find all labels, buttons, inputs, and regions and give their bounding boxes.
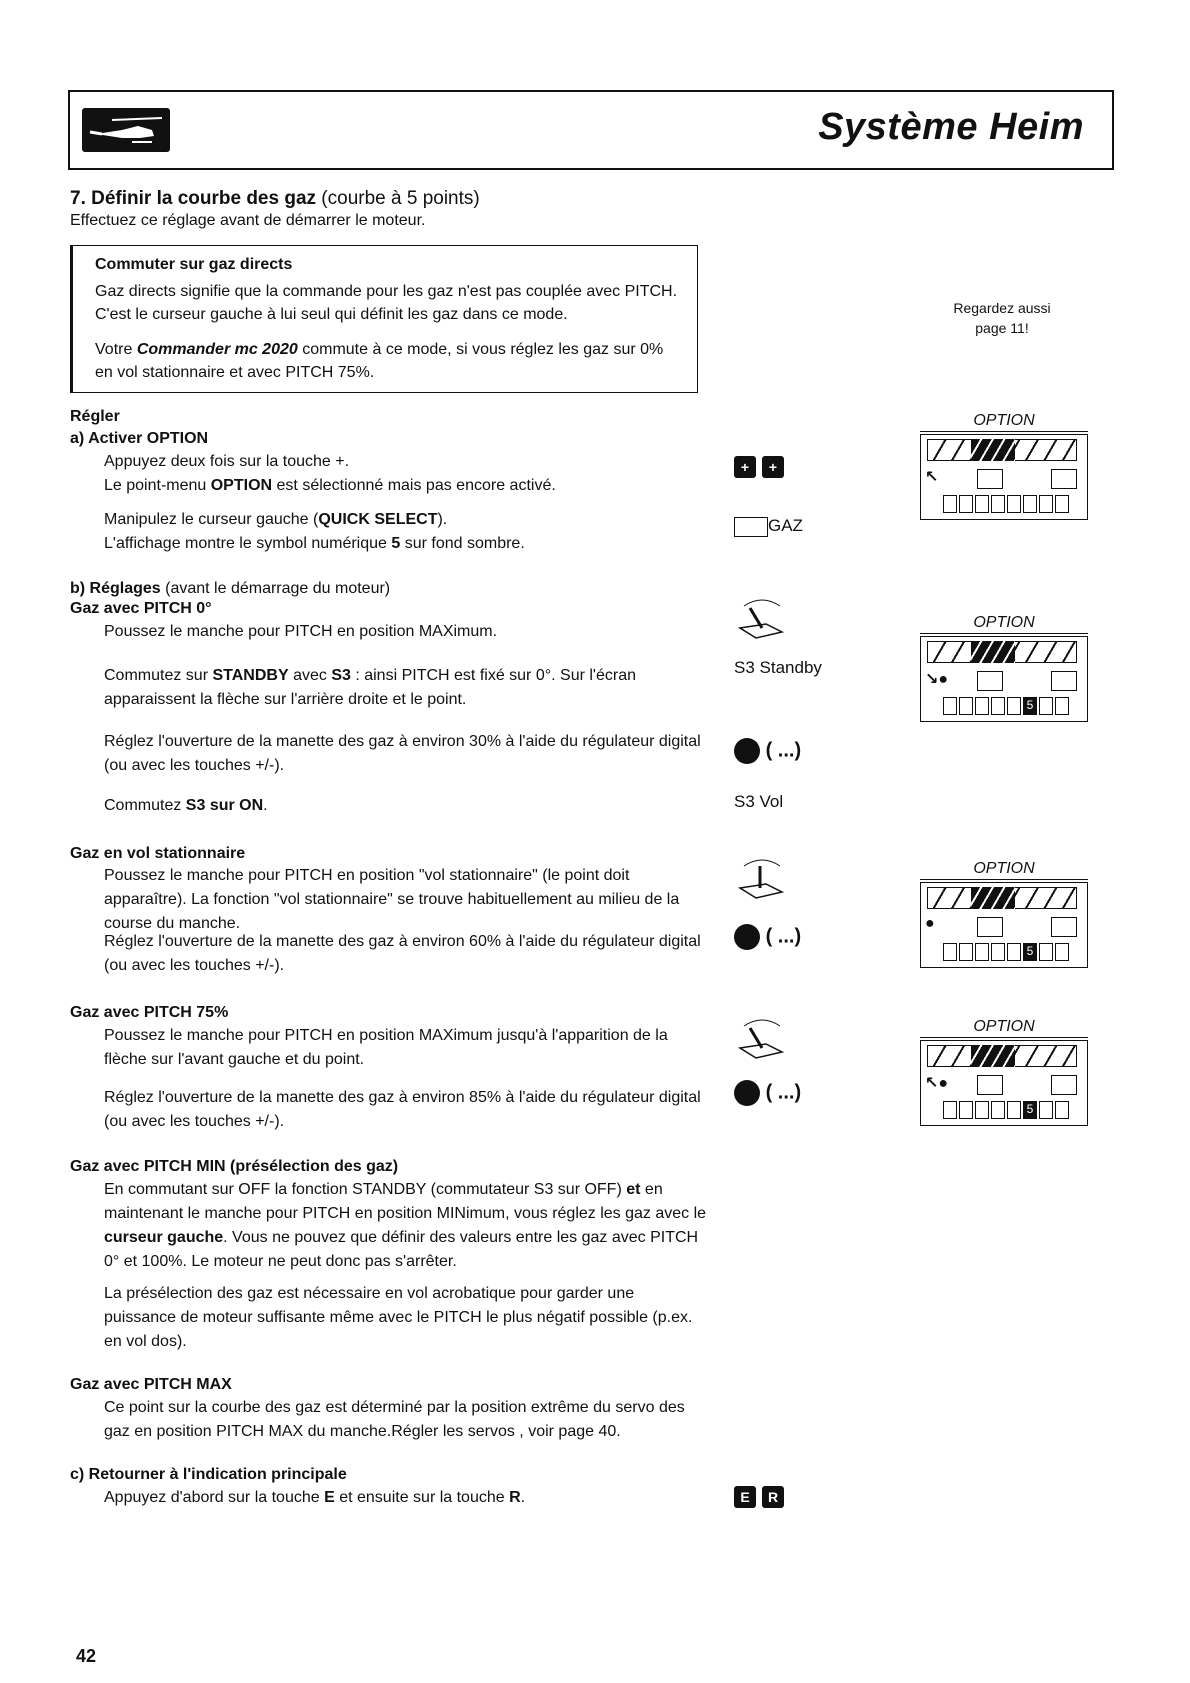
lcd-cell (943, 697, 957, 715)
text-fragment: est sélectionné mais pas encore activé. (272, 477, 556, 494)
pitchmax-line-1: Ce point sur la courbe des gaz est déterminé par la position extrême du servo des gaz en position PITCH MAX du manche.Régler les servos , voir page 40. (104, 1399, 685, 1440)
option-display-3 (920, 860, 1088, 968)
text-fragment: En commutant sur OFF la fonction STANDBY (commutateur S3 sur OFF) (104, 1181, 627, 1198)
lcd-cell (959, 697, 973, 715)
e-key-icon: E (734, 1486, 756, 1508)
pitch0-heading: Gaz avec PITCH 0° (70, 600, 212, 617)
info-box (70, 245, 698, 393)
lcd-cell (943, 495, 957, 513)
pitchmin-line-2: La présélection des gaz est nécessaire en vol acrobatique pour garder une puissance de moteur suffisante même avec le PITCH le plus négatif possible (p.ex. en vol dos). (104, 1285, 693, 1350)
dot-marker-icon: ● (925, 915, 935, 932)
display-label: OPTION (920, 614, 1088, 634)
digital-keys-label: ( ...) (765, 739, 802, 762)
arrow-marker-icon: ↖ (925, 469, 939, 486)
text-fragment: : ainsi PITCH est fixé sur 0°. Sur l'écran apparaissent la flèche sur l'arrière droite et le point. (104, 667, 636, 708)
lcd-bar-fill (971, 439, 1015, 461)
lcd-cell (1023, 495, 1037, 513)
option-display-4 (920, 1018, 1088, 1126)
lcd-cell (1039, 943, 1053, 961)
lcd-cell (1055, 943, 1069, 961)
lcd-cell (1039, 697, 1053, 715)
lcd-screen (920, 636, 1088, 722)
pitch0-line-3: Réglez l'ouverture de la manette des gaz à environ 30% à l'aide du régulateur digital (ou avec les touches +/-). (104, 733, 701, 774)
text-fragment: et ensuite sur la touche (334, 1489, 510, 1506)
page-number: 42 (76, 1646, 97, 1666)
text-bold: QUICK SELECT (318, 511, 438, 528)
display-label: OPTION (920, 1018, 1088, 1038)
pitch75-heading: Gaz avec PITCH 75% (70, 1004, 229, 1021)
lcd-cells (943, 1101, 1069, 1119)
lcd-cell (959, 495, 973, 513)
pitchmax-heading: Gaz avec PITCH MAX (70, 1376, 232, 1393)
text-fragment: Appuyez d'abord sur la touche (104, 1489, 325, 1506)
step-c-line-1 (104, 1486, 525, 1510)
text-fragment: Manipulez le curseur gauche ( (104, 511, 319, 528)
info-box-heading: Commuter sur gaz directs (95, 256, 293, 273)
text-bold: E (324, 1489, 335, 1506)
lcd-cell (1055, 1101, 1069, 1119)
lcd-cell (959, 1101, 973, 1119)
pitch0-line-2 (104, 664, 704, 712)
text-fragment: Le point-menu (104, 477, 211, 494)
section-title-rest: (courbe à 5 points) (316, 188, 480, 209)
text-fragment: ). (437, 511, 448, 528)
lcd-cell (943, 1101, 957, 1119)
lcd-cell (1039, 1101, 1053, 1119)
text-fragment: . Vous ne pouvez que définir des valeurs entre les gaz avec PITCH 0° et 100%. Le moteur ne peut donc pas s'arrêter. (104, 1229, 699, 1270)
arrow-dot-marker-icon: ↘● (925, 671, 949, 688)
lcd-box (977, 1075, 1003, 1095)
lcd-bar-fill (971, 887, 1015, 909)
r-key-icon: R (762, 1486, 784, 1508)
step-a-line-4 (104, 532, 525, 556)
digital-regulator-icon (734, 1080, 760, 1106)
text-fragment: . (263, 797, 268, 814)
lcd-cell (991, 1101, 1005, 1119)
section-title-bold: 7. Définir la courbe des gaz (70, 188, 317, 209)
display-label: OPTION (920, 412, 1088, 432)
step-a-line-2 (104, 474, 556, 498)
lcd-cell (1055, 697, 1069, 715)
page-header (68, 90, 1114, 170)
pitch0-line-4 (104, 794, 268, 818)
lcd-cell (1007, 495, 1021, 513)
lcd-cell (1055, 495, 1069, 513)
step-a-heading: a) Activer OPTION (70, 430, 209, 447)
pitch75-line-1: Poussez le manche pour PITCH en position MAXimum jusqu'à l'apparition de la flèche sur l'avant gauche et du point. (104, 1027, 668, 1068)
text-fragment: en maintenant le manche pour PITCH en position MINimum, vous réglez les gaz avec le (104, 1181, 707, 1222)
plus-key-pair (734, 456, 784, 478)
digital-regulator-icon (734, 738, 760, 764)
pitchmin-heading: Gaz avec PITCH MIN (présélection des gaz) (70, 1158, 399, 1175)
lcd-cell-digit: 5 (1023, 1101, 1037, 1119)
step-b-heading (70, 577, 390, 601)
hover-heading: Gaz en vol stationnaire (70, 845, 246, 862)
e-r-key-pair (734, 1486, 784, 1508)
text-bold: S3 sur ON (185, 797, 264, 814)
pitch75-line-2: Réglez l'ouverture de la manette des gaz à environ 85% à l'aide du régulateur digital (ou avec les touches +/-). (104, 1089, 701, 1130)
product-name: Commander mc 2020 (136, 341, 298, 358)
lcd-cell (1007, 1101, 1021, 1119)
text-bold: et (626, 1181, 641, 1198)
lcd-cell (991, 495, 1005, 513)
lcd-screen (920, 882, 1088, 968)
helicopter-logo-icon (82, 108, 170, 152)
pitch0-line-1: Poussez le manche pour PITCH en position MAXimum. (104, 623, 498, 640)
lcd-cell (1007, 697, 1021, 715)
digital-regulator-2 (734, 924, 801, 950)
text-bold: curseur gauche (104, 1229, 224, 1246)
lcd-cell (1039, 495, 1053, 513)
slider-icon (734, 517, 768, 537)
gaz-label: GAZ (768, 516, 803, 535)
text-bold: b) Réglages (70, 580, 161, 597)
lcd-cell (943, 943, 957, 961)
plus-key-icon: + (734, 456, 756, 478)
display-label: OPTION (920, 860, 1088, 880)
lcd-box (977, 917, 1003, 937)
plus-key-icon: + (762, 456, 784, 478)
digital-keys-label: ( ...) (765, 925, 802, 948)
digital-regulator-3 (734, 1080, 801, 1106)
side-note-line-2: page 11! (975, 320, 1029, 336)
lcd-cell-digit: 5 (1023, 697, 1037, 715)
lcd-box (1051, 917, 1077, 937)
text-bold: 5 (391, 535, 401, 552)
digital-regulator-1 (734, 738, 801, 764)
s3-standby-label: S3 Standby (734, 658, 822, 677)
page-title: Système Heim (818, 106, 1084, 148)
lcd-box (977, 469, 1003, 489)
option-display-2 (920, 614, 1088, 722)
lcd-box (1051, 671, 1077, 691)
lcd-cell (991, 943, 1005, 961)
step-c-heading: c) Retourner à l'indication principale (70, 1466, 347, 1483)
text-fragment: Commutez sur (104, 667, 213, 684)
arrow-dot-marker-icon: ↖● (925, 1075, 949, 1092)
text-fragment: (avant le démarrage du moteur) (160, 580, 391, 597)
lcd-box (977, 671, 1003, 691)
text-bold: S3 (331, 667, 351, 684)
text-fragment: avec (288, 667, 332, 684)
text-fragment: . (520, 1489, 526, 1506)
info-box-para-2-pre: Votre (95, 341, 137, 358)
side-note-line-1: Regardez aussi (953, 300, 1051, 316)
stick-max-icon (736, 1016, 786, 1067)
side-note (948, 298, 1056, 338)
lcd-cells (943, 697, 1069, 715)
info-box-para-2 (95, 338, 685, 384)
lcd-box (1051, 469, 1077, 489)
text-bold: STANDBY (212, 667, 289, 684)
lcd-cell-digit: 5 (1023, 943, 1037, 961)
lcd-cell (975, 943, 989, 961)
gaz-symbol (734, 516, 803, 537)
hover-line-1: Poussez le manche pour PITCH en position "vol stationnaire" (le point doit apparaître). La fonction "vol stationnaire" se trouve habituellement au milieu de la course du manche. (104, 867, 680, 932)
lcd-cell (975, 495, 989, 513)
step-a-line-3 (104, 508, 447, 532)
option-display-1 (920, 412, 1088, 520)
lcd-screen (920, 434, 1088, 520)
text-fragment: L'affichage montre le symbol numérique (104, 535, 392, 552)
step-a-line-1: Appuyez deux fois sur la touche +. (104, 453, 350, 470)
lcd-cell (975, 697, 989, 715)
hover-line-2: Réglez l'ouverture de la manette des gaz à environ 60% à l'aide du régulateur digital (ou avec les touches +/-). (104, 933, 701, 974)
section-title (70, 188, 480, 210)
text-bold: R (509, 1489, 521, 1506)
s3-vol-label: S3 Vol (734, 792, 784, 811)
text-bold: OPTION (210, 477, 273, 494)
lcd-screen (920, 1040, 1088, 1126)
stick-max-icon (736, 596, 786, 647)
lcd-cell (959, 943, 973, 961)
text-fragment: sur fond sombre. (400, 535, 525, 552)
lcd-bar-fill (971, 641, 1015, 663)
pitchmin-line-1 (104, 1178, 708, 1274)
lcd-bar-fill (971, 1045, 1015, 1067)
info-box-para-1: Gaz directs signifie que la commande pour les gaz n'est pas couplée avec PITCH. C'est le curseur gauche à lui seul qui définit les gaz dans ce mode. (95, 283, 678, 323)
section-subtitle: Effectuez ce réglage avant de démarrer le moteur. (70, 212, 426, 229)
lcd-cell (991, 697, 1005, 715)
info-box-para-2-post: commute à ce mode, si vous réglez les gaz sur 0% en vol stationnaire et avec PITCH 75%. (95, 341, 664, 381)
text-fragment: Commutez (104, 797, 186, 814)
digital-regulator-icon (734, 924, 760, 950)
lcd-cell (975, 1101, 989, 1119)
digital-keys-label: ( ...) (765, 1081, 802, 1104)
regler-heading: Régler (70, 408, 120, 425)
lcd-cell (1007, 943, 1021, 961)
lcd-box (1051, 1075, 1077, 1095)
lcd-cells (943, 495, 1069, 513)
stick-mid-icon (736, 856, 786, 907)
lcd-cells (943, 943, 1069, 961)
